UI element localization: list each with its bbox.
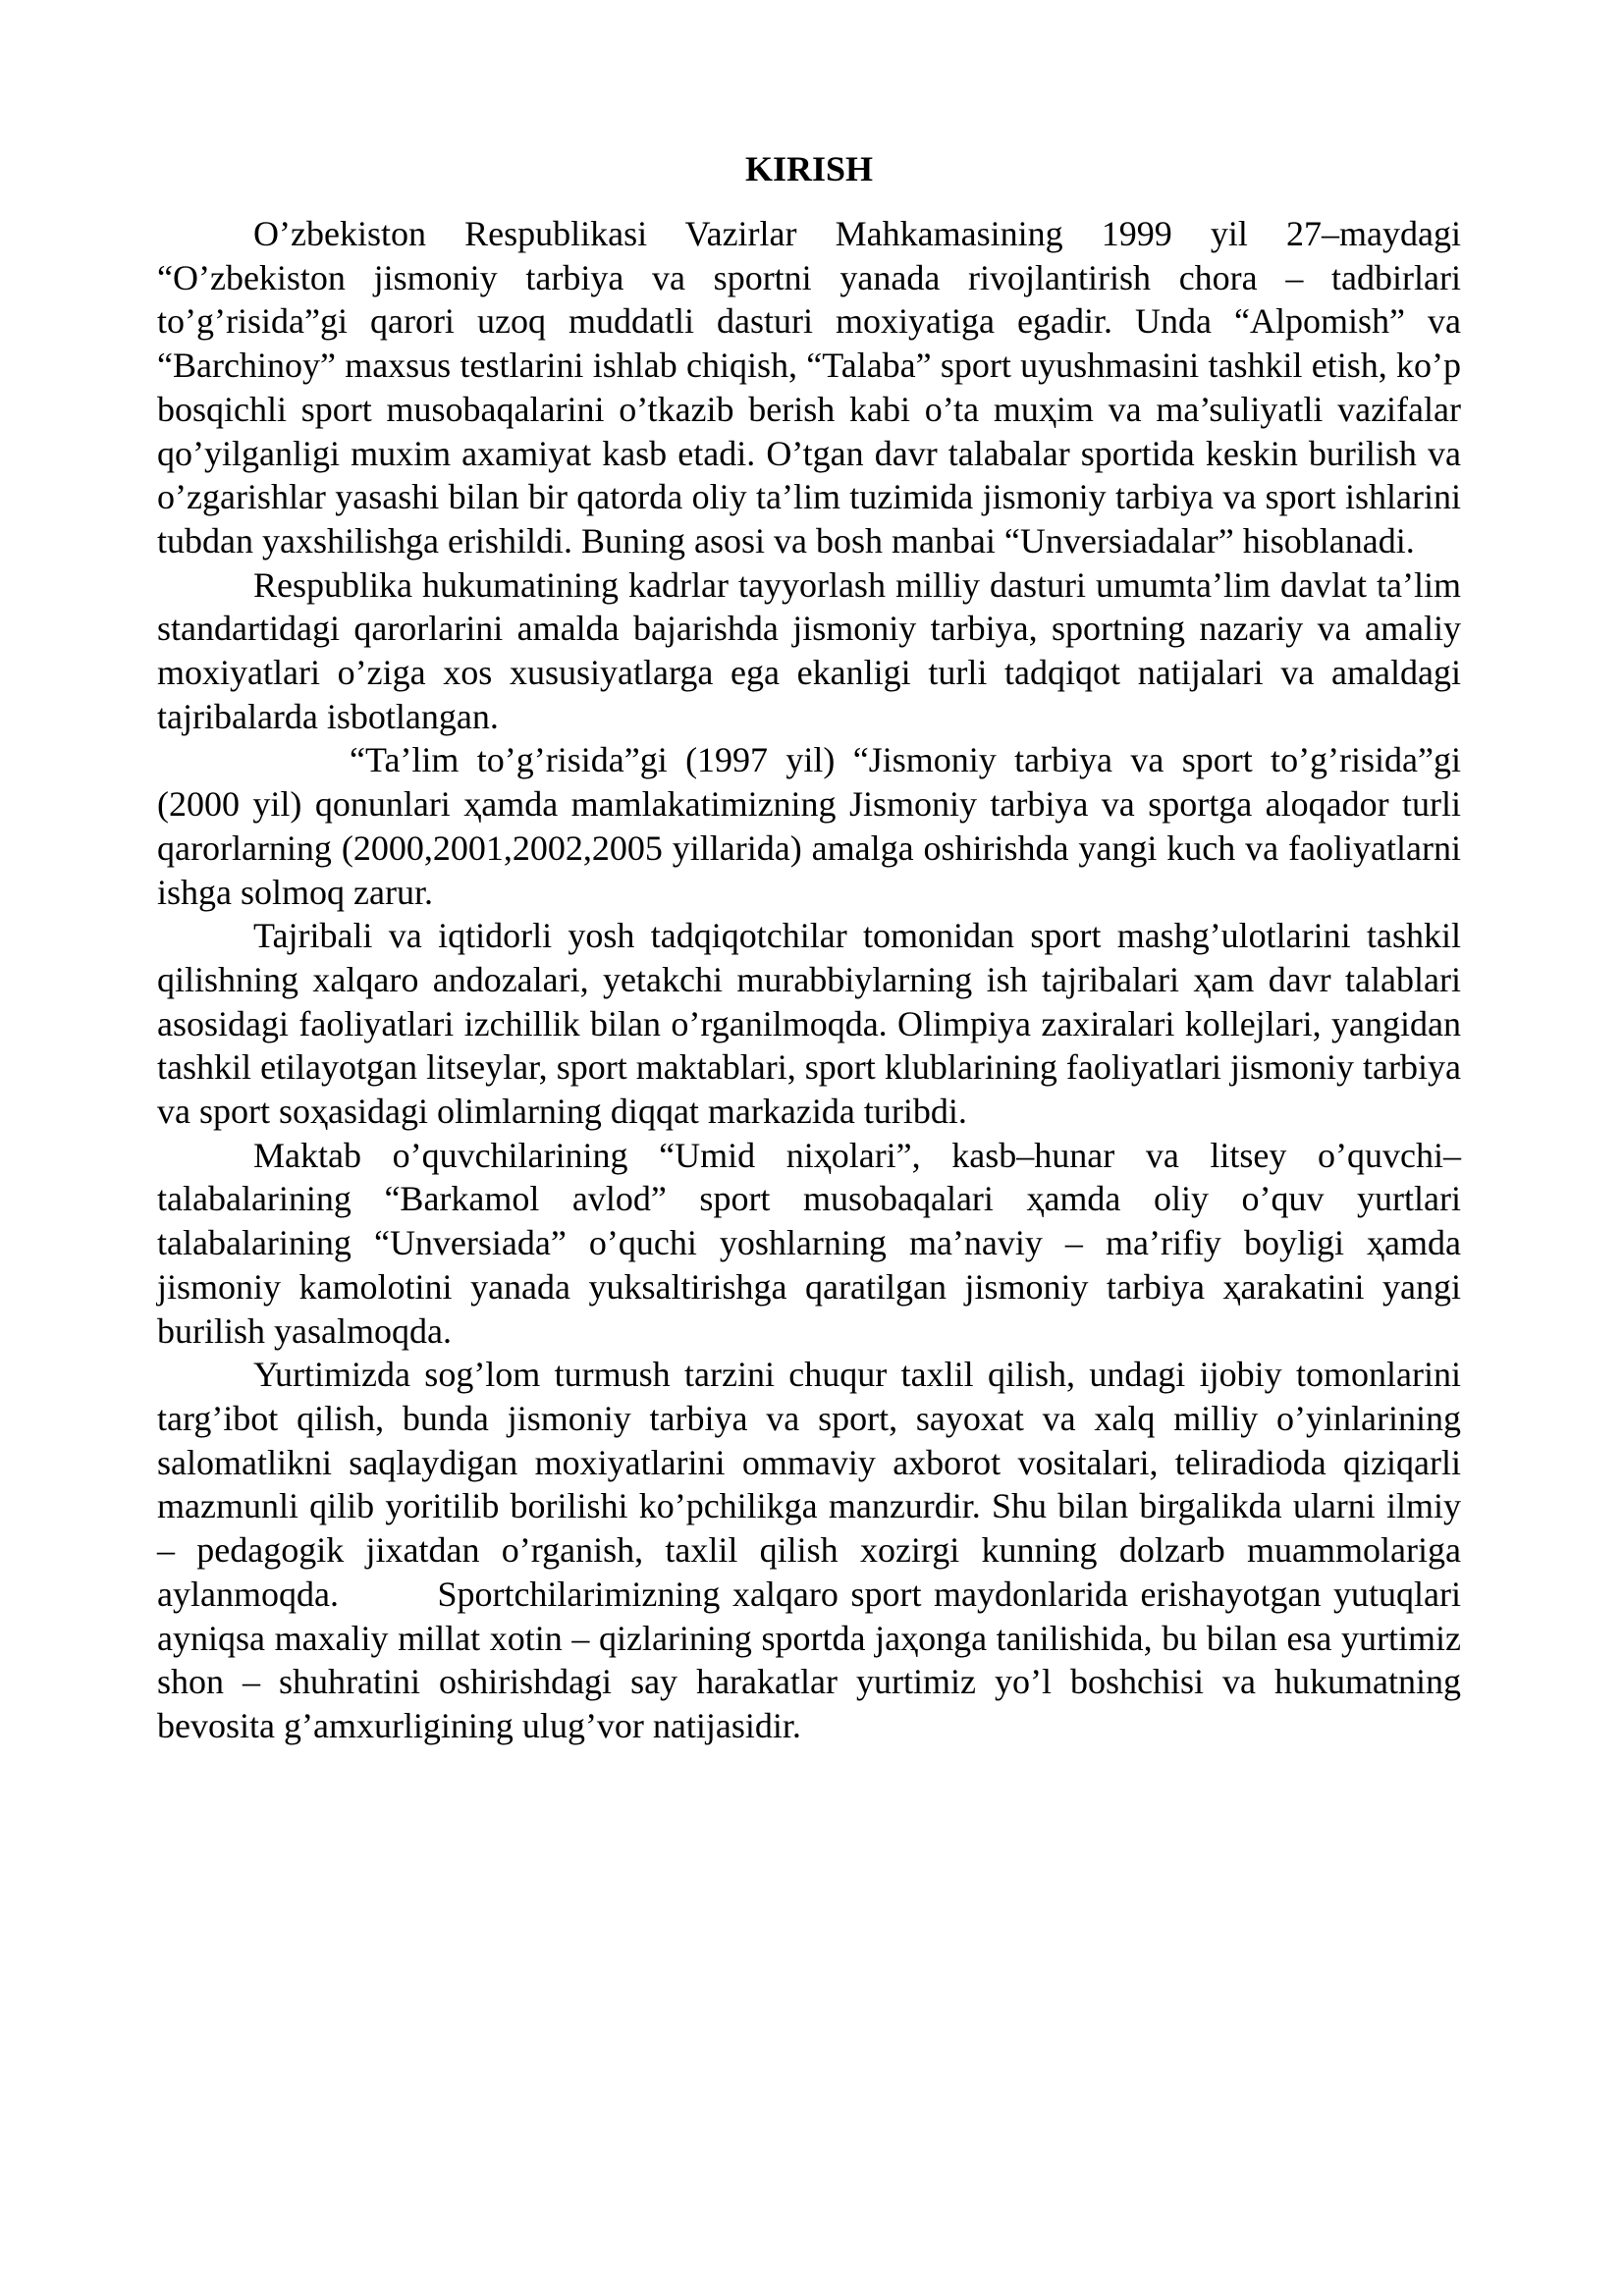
document-body [157, 147, 1470, 1748]
paragraph-4: Tajribali va iqtidorli yosh tadqiqotchilar tomonidan sport mashg’ulotlarini tashkil qilishning xalqaro andozalari, yetakchi murabbiylarning ish tajribalari ҳam davr talablari asosidagi faoliyatlari izchillik bilan o’rganilmoqda. Olimpiya zaxiralari kollejlari, yangidan tashkil etilayotgan litseylar, sport maktablari, sport klublarining faoliyatlari jismoniy tarbiya va sport soҳasidagi olimlarning diqqat markazida turibdi. [157, 916, 1461, 1132]
paragraph-1: O’zbekiston Respublikasi Vazirlar Mahkamasining 1999 yil 27–maydagi “O’zbekiston jismoniy tarbiya va sportni yanada rivojlantirish chora – tadbirlari to’g’risida”gi qarori uzoq muddatli dasturi moxiyatiga egadir. Unda “Alpomish” va “Barchinoy” maxsus testlarini ishlab chiqish, “Talaba” sport uyushmasini tashkil etish, ko’p bosqichli sport musobaqalarini o’tkazib berish kabi o’ta muҳim va ma’suliyatli vazifalar qo’yilganligi muxim axamiyat kasb etadi. O’tgan davr talabalar sportida keskin burilish va o’zgarishlar yasashi bilan bir qatorda oliy ta’lim tuzimida jismoniy tarbiya va sport ishlarini tubdan yaxshilishga erishildi. Buning asosi va bosh manbai “Unversiadalar” hisoblanadi. [157, 214, 1461, 561]
paragraph-2: Respublika hukumatining kadrlar tayyorlash milliy dasturi umumta’lim davlat ta’lim standartidagi qarorlarini amalda bajarishda jismoniy tarbiya, sportning nazariy va amaliy moxiyatlari o’ziga xos xususiyatlarga ega ekanligi turli tadqiqot natijalari va amaldagi tajribalarda isbotlangan. [157, 564, 1461, 736]
page-title: KIRISH [744, 149, 874, 188]
paragraph-3: “Ta’lim to’g’risida”gi (1997 yil) “Jismoniy tarbiya va sport to’g’risida”gi (2000 yil) qonunlari ҳamda mamlakatimizning Jismoniy tarbiya va sportga aloqador turli qarorlarning (2000,2001,2002,2005 yillarida) amalga oshirishda yangi kuch va faoliyatlarni ishga solmoq zarur. [157, 740, 1461, 912]
paragraph-6: Yurtimizda sog’lom turmush tarzini chuqur taxlil qilish, undagi ijobiy tomonlarini targ’ibot qilish, bunda jismoniy tarbiya va sport, sayoxat va xalq milliy o’yinlarining salomatlikni saqlaydigan moxiyatlarini ommaviy axborot vositalari, teliradioda qiziqarli mazmunli qilib yoritilib borilishi ko’pchilikga manzurdir. Shu bilan birgalikda ularni ilmiy – pedagogik jixatdan o’rganish, taxlil qilish xozirgi kunning dolzarb muammolariga aylanmoqda. Sportchilarimizning xalqaro sport maydonlarida erishayotgan yutuqlari ayniqsa maxaliy millat xotin – qizlarining sportda jaҳonga tanilishida, bu bilan esa yurtimiz shon – shuhratini oshirishdagi say harakatlar yurtimiz yo’l boshchisi va hukumatning bevosita g’amxurligining ulug’vor natijasidir. [157, 1355, 1470, 1745]
paragraph-5: Maktab o’quvchilarining “Umid niҳolari”, kasb–hunar va litsey o’quvchi–talabalarining “Barkamol avlod” sport musobaqalari ҳamda oliy o’quv yurtlari talabalarining “Unversiada” o’quchi yoshlarning ma’naviy – ma’rifiy boyligi ҳamda jismoniy kamolotini yanada yuksaltirishga qaratilgan jismoniy tarbiya ҳarakatini yangi burilish yasalmoqda. [157, 1135, 1461, 1351]
